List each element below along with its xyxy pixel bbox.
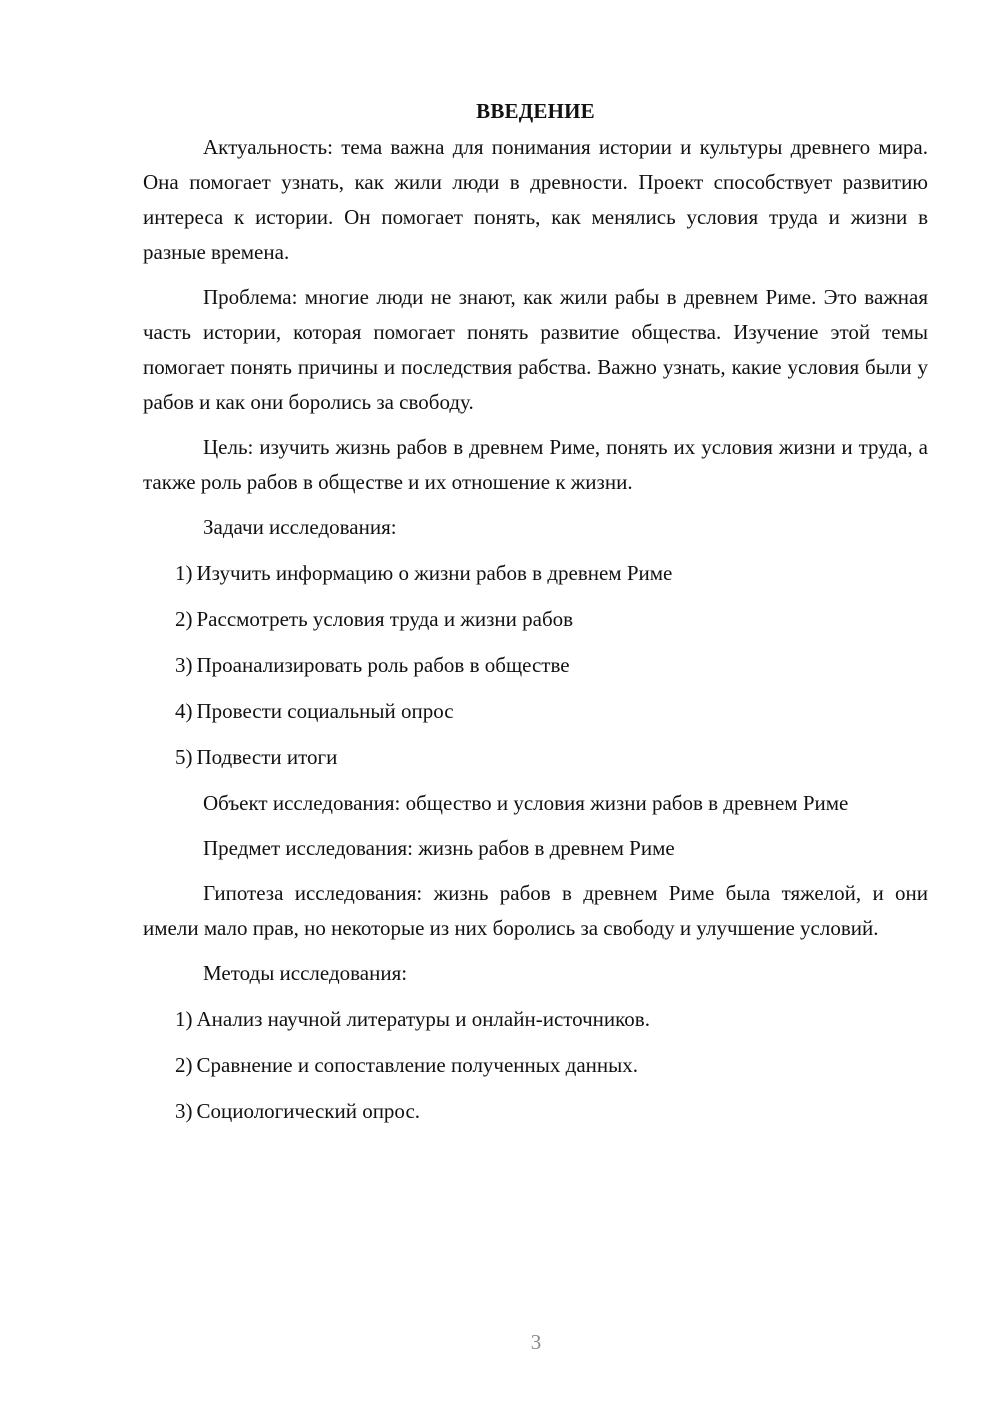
problem-paragraph: Проблема: многие люди не знают, как жили рабы в древнем Риме. Это важная часть истории, которая помогает понять развитие общества. Изучение этой темы помогает понять причины и последствия рабства. Важно узнать, какие условия были у рабов и как они боролись за свободу. bbox=[143, 285, 928, 414]
page-title: ВВЕДЕНИЕ bbox=[476, 99, 595, 123]
list-item bbox=[175, 602, 928, 637]
list-item-number: 3) bbox=[175, 1099, 193, 1123]
list-item-text: Подвести итоги bbox=[196, 745, 338, 769]
methods-list bbox=[143, 1002, 928, 1129]
page-number: 3 bbox=[530, 1330, 542, 1354]
list-item-number: 4) bbox=[175, 699, 193, 723]
hypothesis-paragraph: Гипотеза исследования: жизнь рабов в древнем Риме была тяжелой, и они имели мало прав, но некоторые из них боролись за свободу и улучшение условий. bbox=[143, 881, 928, 940]
list-item-text: Рассмотреть условия труда и жизни рабов bbox=[196, 607, 574, 631]
list-item-number: 3) bbox=[175, 653, 193, 677]
list-item bbox=[175, 740, 928, 775]
subject-paragraph: Предмет исследования: жизнь рабов в древнем Риме bbox=[203, 836, 675, 860]
list-item bbox=[175, 1002, 928, 1037]
list-item-number: 2) bbox=[175, 1053, 193, 1077]
list-item-number: 2) bbox=[175, 607, 193, 631]
list-item-text: Изучить информацию о жизни рабов в древнем Риме bbox=[196, 561, 673, 585]
list-item-text: Сравнение и сопоставление полученных данных. bbox=[196, 1053, 638, 1077]
goal-paragraph: Цель: изучить жизнь рабов в древнем Риме, понять их условия жизни и труда, а также роль рабов в обществе и их отношение к жизни. bbox=[143, 435, 928, 494]
list-item-number: 1) bbox=[175, 1007, 193, 1031]
list-item bbox=[175, 556, 928, 591]
tasks-label: Задачи исследования: bbox=[203, 515, 397, 539]
list-item-number: 1) bbox=[175, 561, 193, 585]
methods-label: Методы исследования: bbox=[203, 961, 408, 985]
list-item bbox=[175, 694, 928, 729]
relevance-paragraph: Актуальность: тема важна для понимания истории и культуры древнего мира. Она помогает узнать, как жили люди в древности. Проект способствует развитию интереса к истории. Он помогает понять, как менялись условия труда и жизни в разные времена. bbox=[143, 135, 928, 264]
list-item bbox=[175, 1094, 928, 1129]
list-item bbox=[175, 648, 928, 683]
list-item-text: Провести социальный опрос bbox=[196, 699, 454, 723]
object-paragraph: Объект исследования: общество и условия жизни рабов в древнем Риме bbox=[203, 791, 849, 815]
list-item-text: Проанализировать роль рабов в обществе bbox=[196, 653, 570, 677]
page-content bbox=[143, 94, 928, 1140]
list-item-number: 5) bbox=[175, 745, 193, 769]
list-item-text: Социологический опрос. bbox=[196, 1099, 421, 1123]
tasks-list bbox=[143, 556, 928, 775]
list-item bbox=[175, 1048, 928, 1083]
list-item-text: Анализ научной литературы и онлайн-источников. bbox=[196, 1007, 650, 1031]
